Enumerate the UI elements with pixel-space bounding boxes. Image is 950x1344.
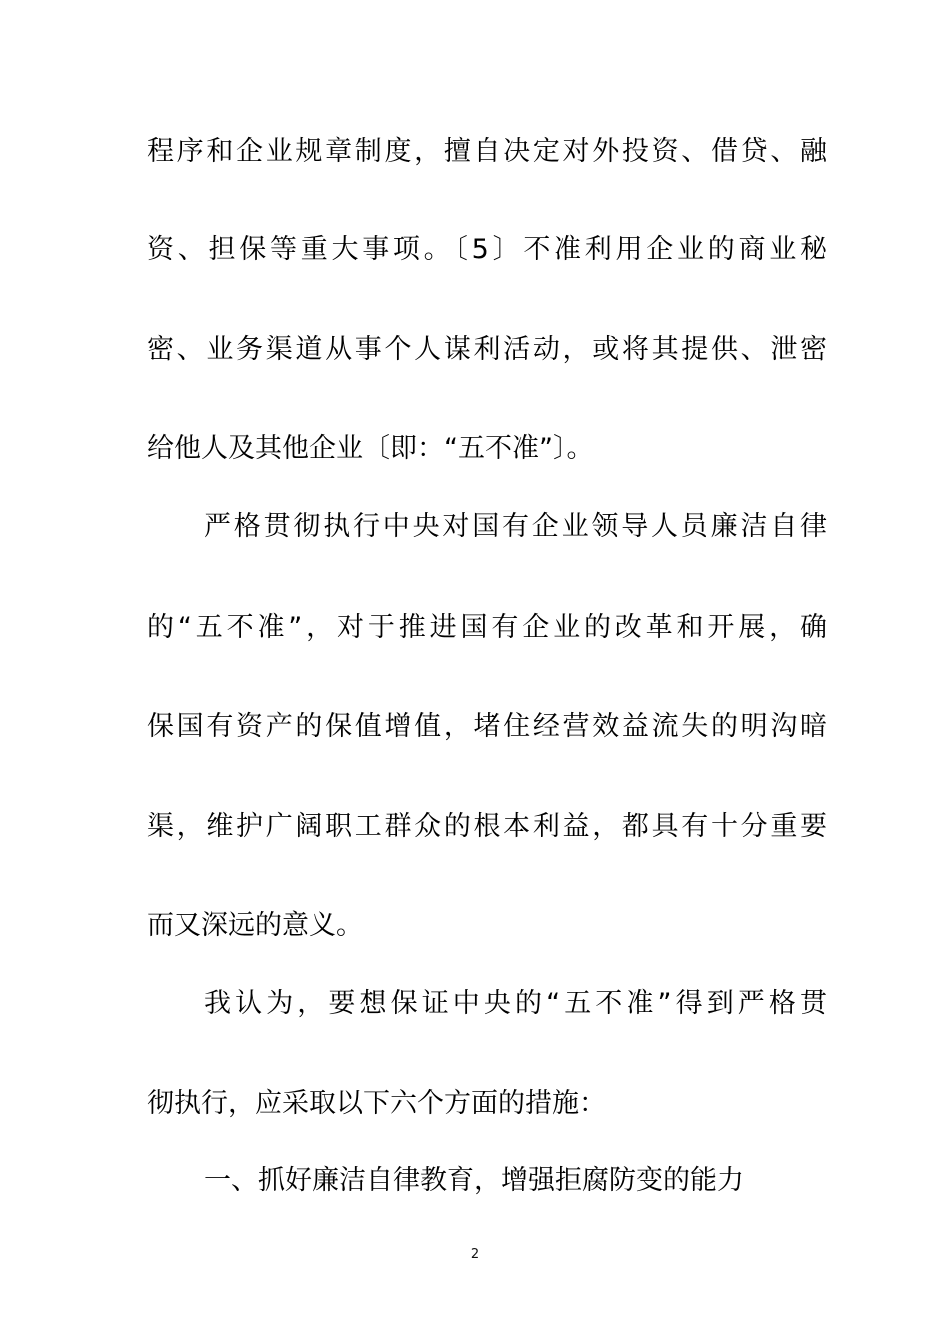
paragraph-line-3: 密、业务渠道从事个人谋利活动，或将其提供、泄密 [147,334,827,365]
page-number: 2 [470,1247,480,1262]
paragraph-line-9: 而又深远的意义。 [147,910,363,941]
section-heading-1: 一、抓好廉洁自律教育，增强拒腐防变的能力 [204,1165,744,1196]
paragraph-line-5: 严格贯彻执行中央对国有企业领导人员廉洁自律 [204,511,827,542]
paragraph-line-2: 资、担保等重大事项。〔5〕不准利用企业的商业秘 [147,234,827,265]
paragraph-line-6: 的“五不准”，对于推进国有企业的改革和开展，确 [147,612,827,643]
paragraph-line-10: 我认为，要想保证中央的“五不准”得到严格贯 [204,988,827,1019]
paragraph-line-4: 给他人及其他企业〔即：“五不准”〕。 [147,433,594,464]
paragraph-line-7: 保国有资产的保值增值，堵住经营效益流失的明沟暗 [147,711,827,742]
paragraph-line-11: 彻执行，应采取以下六个方面的措施： [147,1088,606,1119]
paragraph-line-8: 渠，维护广阔职工群众的根本利益，都具有十分重要 [147,811,827,842]
paragraph-line-1: 程序和企业规章制度，擅自决定对外投资、借贷、融 [147,136,827,167]
